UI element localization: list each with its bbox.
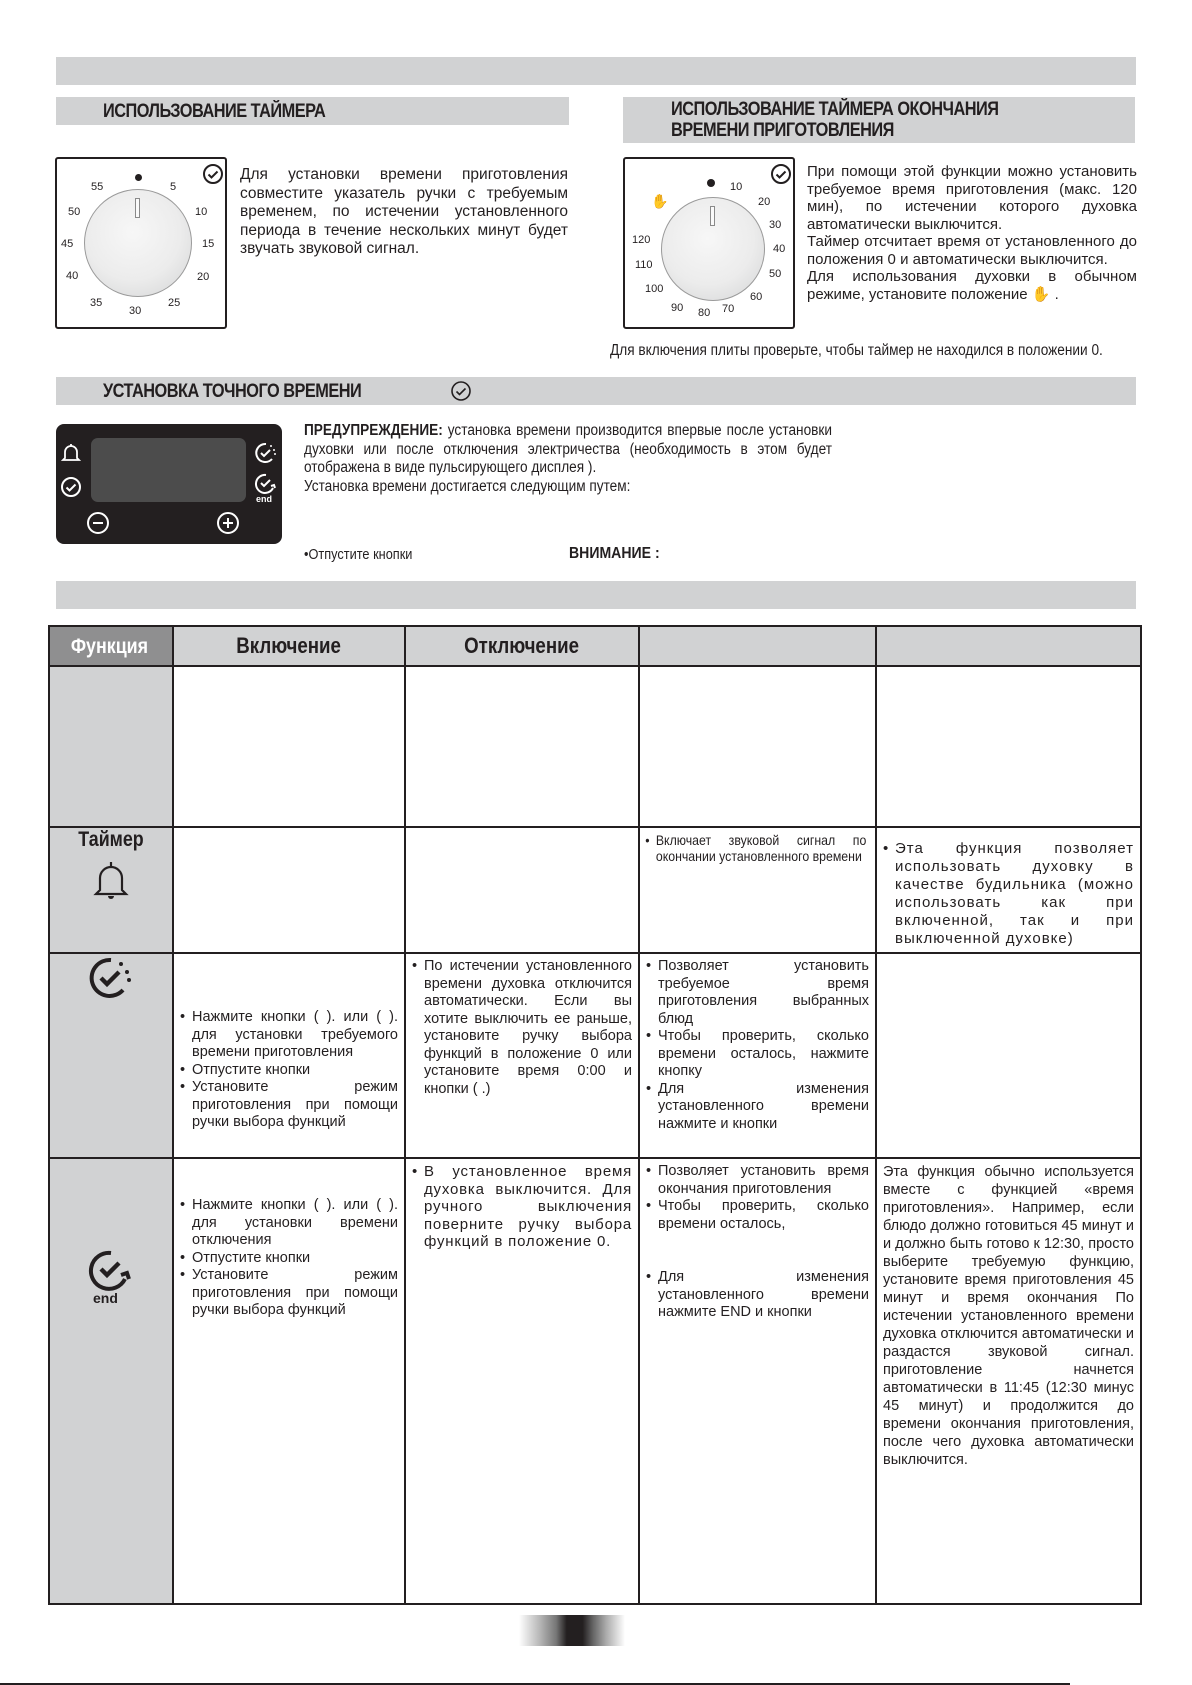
end-timer-title-line1: ИСПОЛЬЗОВАНИЕ ТАЙМЕРА ОКОНЧАНИЯ: [671, 99, 999, 120]
dial-label: 50: [769, 268, 782, 280]
table-row-end-time: [49, 1158, 1141, 1604]
on-cell: • Нажмите кнопки ( ). или ( ). для установки требуемого времени приготовления • Отпустите кнопки • Установите режим приготовления при помощи ручки выбора функций: [173, 953, 405, 1158]
release-buttons-text: •Отпустите кнопки: [304, 547, 413, 563]
table-header-row: [49, 626, 1141, 666]
display-screen: [91, 438, 246, 502]
minus-icon[interactable]: [86, 511, 110, 535]
end-time-icon[interactable]: [254, 472, 278, 504]
timer-knob[interactable]: [84, 189, 192, 297]
dial-zero-dot: [707, 179, 715, 187]
col4-cell: • Позволяет установить требуемое время приготовления выбранных блюд • Чтобы проверить, сколько времени осталось, нажмите кнопку • Для изменения установленного времени нажмите и кнопки: [639, 953, 876, 1158]
clock-check-icon: [202, 163, 224, 185]
header-col4: [639, 626, 876, 666]
off-cell: [405, 827, 639, 953]
end-timer-text: [807, 163, 1137, 303]
timer-dial-figure: [55, 157, 227, 329]
functions-header-bar: [56, 581, 1136, 609]
timer-use-title: ИСПОЛЬЗОВАНИЕ ТАЙМЕРА: [103, 101, 326, 122]
col4-cell: • Включает звуковой сигнал по окончании установленного времени: [639, 827, 876, 953]
dial-label: 40: [66, 270, 79, 282]
dial-zero-dot: [135, 174, 142, 181]
dial-label: 55: [91, 181, 104, 193]
header-on: Включение: [173, 626, 405, 666]
on-cell: [173, 666, 405, 827]
dial-label: 10: [195, 206, 208, 218]
exact-time-method: Установка времени достигается следующим путем:: [304, 477, 631, 495]
svg-text:end: end: [256, 494, 273, 504]
timer-label: Таймер: [78, 828, 144, 851]
timer-use-text: Для установки времени приготовления совместите указатель ручки с требуемым временем, по истечении установленного периода в течение нескольких минут будет звучать звуковой сигнал.: [240, 166, 568, 257]
end-timer-text-p3: Для использования духовки в обычном режиме, установите положение ✋ .: [807, 268, 1137, 303]
bell-icon[interactable]: [61, 442, 81, 464]
end-timer-text-p2: Таймер отсчитает время от установленного до положения 0 и автоматически выключится.: [807, 233, 1137, 268]
clock-check-icon: [770, 163, 792, 185]
exact-time-warning: [304, 422, 832, 496]
table-row: [49, 666, 1141, 827]
dial-label: 50: [68, 206, 81, 218]
dial-label: 70: [722, 303, 735, 315]
col5-cell: • Эта функция позволяет использовать духовку в качестве будильника (можно использовать как при включенной, так и при выключенной духовке): [876, 827, 1141, 953]
clock-check-icon[interactable]: [60, 476, 82, 498]
dial-label: 120: [632, 234, 651, 246]
dial-label: 30: [129, 305, 142, 317]
exact-time-title: УСТАНОВКА ТОЧНОГО ВРЕМЕНИ: [103, 381, 362, 402]
dial-label: 110: [635, 259, 653, 271]
dial-label: 20: [758, 196, 771, 208]
bell-icon: [92, 858, 130, 902]
header-function: Функция: [49, 626, 173, 666]
dial-label: 30: [769, 219, 782, 231]
dial-label: 100: [645, 283, 664, 295]
off-cell: • По истечении установленного времени духовка отключится автоматически. Если вы хотите выключить ее раньше, установите ручку выбора функций в положение 0 или установите время 0:00 и кнопки ( .): [405, 953, 639, 1158]
dial-label: 25: [168, 297, 181, 309]
col5-cell: [876, 666, 1141, 827]
cook-time-icon[interactable]: [254, 441, 278, 465]
manual-hand-icon: ✋: [1031, 285, 1051, 303]
dial-label: 5: [170, 181, 177, 193]
header-col5: [876, 626, 1141, 666]
col4-cell: [639, 666, 876, 827]
functions-table: [48, 625, 1142, 1605]
dial-label: 35: [90, 297, 103, 309]
cook-time-icon: [87, 954, 135, 1002]
col5-cell: [876, 953, 1141, 1158]
attention-label: ВНИМАНИЕ :: [569, 545, 660, 562]
warning-label: ПРЕДУПРЕЖДЕНИЕ:: [304, 422, 443, 439]
col5-cell: [876, 1158, 1141, 1604]
end-timer-dial-figure: [623, 157, 795, 329]
dial-label: 40: [773, 243, 786, 255]
end-time-icon: [87, 1247, 135, 1307]
clock-check-icon: [450, 380, 472, 402]
dial-label: 80: [698, 307, 711, 319]
function-cell-end-time: [49, 1158, 173, 1604]
table-row-timer: [49, 827, 1141, 953]
table-row-cook-time: [49, 953, 1141, 1158]
on-cell: • Нажмите кнопки ( ). или ( ). для установки времени отключения • Отпустите кнопки • Установите режим приготовления при помощи ручки выбора функций: [173, 1158, 405, 1604]
manual-hand-icon: ✋: [651, 193, 669, 209]
dial-label: 15: [202, 238, 215, 250]
function-cell-timer: [49, 827, 173, 953]
top-header-bar: [56, 57, 1136, 85]
dial-label: 60: [750, 291, 763, 303]
on-cell: [173, 827, 405, 953]
end-timer-note: Для включения плиты проверьте, чтобы таймер не находился в положении 0.: [610, 342, 1103, 359]
dial-label: 45: [61, 238, 74, 250]
plus-icon[interactable]: [216, 511, 240, 535]
function-cell: [49, 666, 173, 827]
dial-label: 10: [730, 181, 743, 193]
control-panel: [56, 424, 282, 544]
warning-text: установка времени производится впервые после установки духовки или после отключения электричества (необходимость в этом будет отображена в виде пульсирующего дисплея ).: [304, 422, 832, 476]
function-cell-cook-time: [49, 953, 173, 1158]
dial-label: 90: [671, 302, 684, 314]
off-cell: • В установленное время духовка выключится. Для ручного выключения поверните ручку выбора функций в положение 0.: [405, 1158, 639, 1604]
end-timer-knob[interactable]: [661, 197, 765, 301]
header-off: Отключение: [405, 626, 639, 666]
page-number-bar: [519, 1615, 625, 1646]
dial-label: 20: [197, 271, 210, 283]
end-timer-title-line2: ВРЕМЕНИ ПРИГОТОВЛЕНИЯ: [671, 120, 894, 141]
off-cell: [405, 666, 639, 827]
svg-text:end: end: [93, 1290, 118, 1306]
end-time-example: Эта функция обычно используется вместе с функцией «время приготовления». Например, если блюдо должно готовиться 45 минут и и должно быть готово к 12:30, просто выберите требуемую функцию, установите время приготовления 45 минут и время окончания По истечении установленного времени духовка отключится автоматически и раздастся звуковой сигнал. приготовление начнется автоматически в 11:45 (12:30 минус 45 минут) и продолжится до времени окончания приготовления, после чего духовка автоматически выключится.: [883, 1164, 1134, 1468]
end-timer-text-p1: При помощи этой функции можно установить требуемое время приготовления (макс. 120 мин), по истечении которого духовка автоматически выключится.: [807, 163, 1137, 233]
col4-cell: • Позволяет установить время окончания приготовления • Чтобы проверить, сколько времени осталось, • Для изменения установленного времени нажмите END и кнопки: [639, 1158, 876, 1604]
